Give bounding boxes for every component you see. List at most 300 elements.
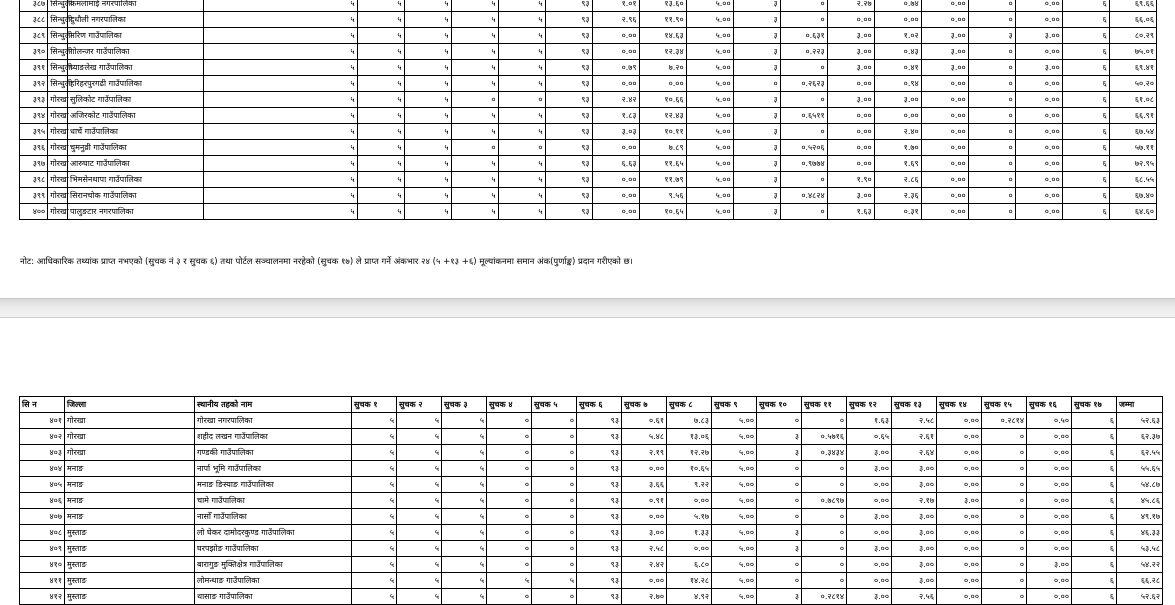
table-cell: ४११ [20,573,65,589]
table-cell: लोमन्थाङ गाउँपालिका [195,573,352,589]
table-cell: ९३ [545,188,592,204]
table-cell: ०.०० [1015,92,1062,108]
table-cell: ५ [442,413,487,429]
table-cell: २.४० [874,124,921,140]
table-row [20,493,1163,509]
table-cell: ०.०० [921,92,968,108]
table-cell: ० [757,557,802,573]
table-cell: ० [757,413,802,429]
table-cell: ०.०० [921,12,968,28]
table-cell: ५ [203,108,357,124]
table-cell: ५ [451,124,498,140]
table-cell: २.१७ [892,493,937,509]
table-cell: ०.०० [1015,76,1062,92]
ranking-table [19,396,1163,605]
table-cell: गोरखा [65,429,195,445]
table-cell: ८०.२९ [1109,28,1156,44]
table-cell: ५ [498,76,545,92]
table-cell: मुस्ताङ [65,541,195,557]
table-cell: ०.०० [1027,477,1072,493]
table-row [20,92,1157,108]
table-cell: ५ [451,12,498,28]
table-cell: थासाङ गाउँपालिका [195,589,352,605]
table-cell: ५ [357,172,404,188]
table-cell: ५ [397,477,442,493]
table-cell: ०.०० [847,573,892,589]
table-cell: ० [802,413,847,429]
table-cell: ७.८३ [667,413,712,429]
table-cell: गोरखा [48,140,68,156]
table-cell: नार्पा भूमि गाउँपालिका [195,461,352,477]
column-header: सुचक १६ [1027,397,1072,413]
table-row [20,557,1163,573]
table-cell: ६.८० [667,557,712,573]
table-cell: ९३ [577,461,622,477]
table-cell: शहीद लखन गाउँपालिका [195,429,352,445]
table-cell: ३.०० [847,509,892,525]
table-cell: ५ [498,156,545,172]
table-cell: ३ [733,0,780,12]
ranking-table-continued [19,0,1157,220]
table-cell: ५ [352,429,397,445]
table-cell: ३.०० [892,477,937,493]
table-cell: ९३ [545,108,592,124]
table-cell: ०.०० [847,477,892,493]
table-cell: ० [780,60,827,76]
table-row [20,429,1163,445]
table-cell: ०.०० [827,140,874,156]
table-cell: ०.६१ [622,413,667,429]
table-cell: ५ [404,156,451,172]
table-cell: गोलन्जर गाउँपालिका [68,44,204,60]
table-cell: सिन्धुली [48,12,68,28]
table-cell: ५.०० [686,156,733,172]
table-cell: धार्चे गाउँपालिका [68,124,204,140]
table-cell: ०.०० [1015,172,1062,188]
table-cell: ६.६३ [592,156,639,172]
document-page-2 [0,318,1175,605]
table-cell: ० [780,0,827,12]
table-cell: ९३ [545,76,592,92]
table-cell: ० [968,0,1015,12]
table-cell: २.३६ [874,188,921,204]
table-cell: बारागुङ मुक्तिक्षेत्र गाउँपालिका [195,557,352,573]
table-cell: ५ [357,60,404,76]
table-cell: ० [532,429,577,445]
table-cell: ०.०० [592,204,639,220]
table-cell: ०.७४ [874,0,921,12]
table-cell: ०.०० [937,573,982,589]
table-cell: ५ [397,573,442,589]
table-cell: ३.०० [1027,557,1072,573]
table-cell: ० [532,541,577,557]
table-cell: सिन्धुली [48,28,68,44]
table-cell: ३.०० [827,188,874,204]
table-cell: ५ [404,28,451,44]
table-cell: ०.९७७४ [780,156,827,172]
table-cell: ०.०० [667,541,712,557]
table-cell: ९३ [545,0,592,12]
table-cell: २.५६ [892,589,937,605]
table-cell: ३.०० [847,541,892,557]
table-cell: ३ [733,92,780,108]
column-header: सुचक ८ [667,397,712,413]
table-cell: ०.५२०६ [780,140,827,156]
table-cell: ५ [442,477,487,493]
table-cell: ५ [357,204,404,220]
table-cell: ६७.५४ [1109,124,1156,140]
table-cell: ०.०० [827,156,874,172]
table-body [20,0,1157,220]
table-cell: ३.०० [622,525,667,541]
table-cell: १.३३ [667,525,712,541]
table-row [20,413,1163,429]
table-cell: दुधौली नगरपालिका [68,12,204,28]
table-cell: ९३ [577,477,622,493]
table-row [20,477,1163,493]
table-cell: ९३ [545,12,592,28]
table-cell: १.०२ [874,28,921,44]
document-page-1 [0,0,1175,298]
table-cell: ३९५ [20,124,48,140]
column-header: सुचक ४ [487,397,532,413]
table-cell: ५ [498,12,545,28]
table-cell: ३ [733,172,780,188]
table-cell: ९३ [577,589,622,605]
table-cell: ५.४८ [622,429,667,445]
table-cell: ३ [733,124,780,140]
table-cell: ३.०० [1015,60,1062,76]
table-cell: ५ [203,0,357,12]
column-header: सुचक ९ [712,397,757,413]
table-cell: ५ [352,413,397,429]
table-cell: ०.०० [1027,461,1072,477]
table-cell: ३.०० [892,509,937,525]
table-cell: ३ [757,445,802,461]
table-cell: मुस्ताङ [65,557,195,573]
table-cell: ०.०० [937,589,982,605]
table-cell: ० [982,589,1027,605]
table-cell: ०.०० [937,557,982,573]
table-cell: ६ [1062,124,1109,140]
table-cell: ० [780,12,827,28]
table-cell: ६६.९१ [1109,108,1156,124]
table-cell: ७.८९ [639,140,686,156]
table-cell: ५ [352,589,397,605]
table-cell: ० [498,140,545,156]
table-cell: ० [487,461,532,477]
table-cell: ९३ [545,124,592,140]
table-cell: ०.०० [937,413,982,429]
table-cell: ५.०० [686,140,733,156]
column-header: सुचक १ [352,397,397,413]
table-cell: ५ [451,108,498,124]
table-cell: ५ [442,509,487,525]
table-cell: ०.०० [639,76,686,92]
table-row [20,60,1157,76]
table-cell: ५.०० [712,557,757,573]
table-cell: ०.०० [921,76,968,92]
table-cell: ९.२२ [667,477,712,493]
table-cell: ०.०० [827,124,874,140]
table-cell: ६ [1072,589,1117,605]
table-cell: ०.०० [1027,589,1072,605]
table-cell: ०.०० [937,509,982,525]
table-cell: ४५.८६ [1117,493,1163,509]
table-cell: ५ [498,204,545,220]
table-cell: ३८७ [20,0,48,12]
table-cell: ० [802,477,847,493]
column-header: सुचक १७ [1072,397,1117,413]
table-cell: ६ [1062,172,1109,188]
table-cell: ५ [352,573,397,589]
table-cell: १२.३४ [639,44,686,60]
table-cell: ११.६५ [639,156,686,172]
page-separator [0,298,1175,318]
table-cell: ३.०० [847,445,892,461]
table-cell: ६ [1062,76,1109,92]
table-cell: ३.०० [892,461,937,477]
table-cell: ० [757,493,802,509]
table-cell: ६ [1072,429,1117,445]
table-cell: ५२.६३ [1117,413,1163,429]
table-cell: ५.०० [686,28,733,44]
table-cell: ५ [404,0,451,12]
table-cell: ३.०० [874,92,921,108]
table-cell: ५०.२० [1109,76,1156,92]
table-cell: सिन्धुली [48,44,68,60]
table-cell: ६ [1072,557,1117,573]
table-cell: ५.०० [712,429,757,445]
table-cell: नासोँ गाउँपालिका [195,509,352,525]
table-cell: ३.०० [921,28,968,44]
table-cell: ५ [451,156,498,172]
table-cell: ४०४ [20,461,65,477]
table-cell: ० [982,509,1027,525]
table-cell: ९३ [545,92,592,108]
table-cell: ० [757,477,802,493]
table-cell: ० [968,44,1015,60]
table-cell: गोरखा [48,188,68,204]
table-cell: ० [968,60,1015,76]
table-cell: ६ [1072,509,1117,525]
table-cell: ६९.४१ [1109,60,1156,76]
table-cell: १.६९ [874,156,921,172]
table-cell: १३.६० [639,0,686,12]
table-cell: ९३ [577,413,622,429]
table-cell: १०.११ [639,124,686,140]
table-cell: ०.२८१४ [982,413,1027,429]
table-cell: २.४२ [622,557,667,573]
table-cell: ०.०० [1015,156,1062,172]
table-cell: ३.०० [827,28,874,44]
table-cell: १.७० [874,140,921,156]
table-cell: ० [451,140,498,156]
table-cell: ० [982,573,1027,589]
table-cell: ० [982,525,1027,541]
column-header: सुचक ३ [442,397,487,413]
table-cell: मुस्ताङ [65,589,195,605]
table-cell: ५४.२२ [1117,557,1163,573]
table-cell: ०.०० [874,108,921,124]
table-cell: ३९१ [20,60,48,76]
table-cell: ६ [1072,573,1117,589]
table-cell: ५ [404,188,451,204]
table-cell: ५ [397,525,442,541]
table-cell: ५ [357,0,404,12]
table-cell: ० [982,461,1027,477]
table-row [20,188,1157,204]
table-cell: कमलामाई नगरपालिका [68,0,204,12]
table-cell: ०.४३ [874,44,921,60]
table-cell: ५ [442,557,487,573]
table-cell: ३९८ [20,172,48,188]
table-cell: ५ [404,204,451,220]
table-cell: ९३ [545,172,592,188]
table-cell: ० [487,445,532,461]
table-row [20,573,1163,589]
table-cell: १३.०६ [667,429,712,445]
table-cell: ५ [357,44,404,60]
table-cell: ५.०० [686,44,733,60]
table-cell: ६४.६० [1109,204,1156,220]
table-cell: ० [487,493,532,509]
table-cell: ०.०० [622,509,667,525]
table-cell: ५ [357,108,404,124]
table-cell: मुस्ताङ [65,525,195,541]
table-cell: ०.०० [1015,204,1062,220]
table-cell: ०.०० [1027,509,1072,525]
table-cell: ५ [451,28,498,44]
table-cell: ० [968,204,1015,220]
table-cell: ५.०० [712,541,757,557]
table-cell: ४०५ [20,477,65,493]
table-cell: ० [532,525,577,541]
table-cell: ० [968,92,1015,108]
table-cell: ०.३१ [874,204,921,220]
table-cell: सिन्धुली [48,60,68,76]
table-cell: गण्डकी गाउँपालिका [195,445,352,461]
column-header: सुचक १३ [892,397,937,413]
table-cell: ०.०० [592,140,639,156]
table-cell: ३.०० [892,557,937,573]
table-cell: ४१० [20,557,65,573]
table-cell: ३.०० [827,60,874,76]
column-header: सुचक ५ [532,397,577,413]
table-cell: ० [802,509,847,525]
table-cell: ३ [757,541,802,557]
table-cell: ४१२ [20,589,65,605]
table-row [20,12,1157,28]
table-cell: ५.१७ [667,509,712,525]
table-cell: ० [532,493,577,509]
table-cell: ५ [498,44,545,60]
table-cell: ३ [733,140,780,156]
table-cell: ५ [404,108,451,124]
table-cell: ३.०० [827,44,874,60]
table-cell: ४०९ [20,541,65,557]
table-cell: ५ [203,92,357,108]
table-cell: ३.०० [937,493,982,509]
table-cell: ५.०० [686,124,733,140]
table-cell: मनाङ [65,509,195,525]
table-cell: ५२.६२ [1117,589,1163,605]
table-cell: ३.०० [921,60,968,76]
table-cell: ० [532,461,577,477]
table-cell: ०.०० [874,12,921,28]
table-cell: ६ [1062,204,1109,220]
table-cell: ५ [352,445,397,461]
table-cell: ६७.४० [1109,188,1156,204]
table-cell: ५.०० [712,573,757,589]
table-cell: ५.०० [712,477,757,493]
table-cell: ३ [733,108,780,124]
table-cell: ४०७ [20,509,65,525]
table-row [20,28,1157,44]
table-cell: ५३.५८ [1117,541,1163,557]
table-cell: ९३ [577,541,622,557]
table-cell: ३ [733,28,780,44]
table-cell: ०.०० [1015,140,1062,156]
table-cell: ३.०० [827,92,874,108]
table-cell: सिन्धुली [48,0,68,12]
column-header: सुचक ६ [577,397,622,413]
table-cell: सुलिकोट गाउँपालिका [68,92,204,108]
table-cell: ६१.०८ [1109,92,1156,108]
column-header: जिल्ला [65,397,195,413]
table-cell: ० [532,557,577,573]
table-row [20,589,1163,605]
table-cell: गोरखा [48,172,68,188]
table-cell: ९३ [545,28,592,44]
table-cell: ५ [404,172,451,188]
table-cell: ३९० [20,44,48,60]
table-cell: ५ [404,76,451,92]
table-row [20,541,1163,557]
table-cell: ३ [733,188,780,204]
table-cell: ५.०० [686,108,733,124]
table-cell: ०.९४ [874,76,921,92]
table-cell: ३९३ [20,92,48,108]
table-cell: ०.०० [1027,493,1072,509]
table-cell: ५.०० [686,188,733,204]
table-cell: ०.०० [921,172,968,188]
table-cell: ५.०० [712,525,757,541]
table-cell: ० [968,76,1015,92]
table-cell: ० [780,204,827,220]
table-cell: ९३ [545,60,592,76]
table-cell: १२.४३ [639,108,686,124]
column-header: सुचक १५ [982,397,1027,413]
table-cell: ५ [404,44,451,60]
table-cell: ०.५७१६ [802,429,847,445]
table-cell: ५.०० [712,493,757,509]
table-cell: ०.०० [1015,108,1062,124]
table-cell: ५ [397,509,442,525]
table-cell: ०.२८१४ [802,589,847,605]
table-cell: ५ [357,188,404,204]
table-cell: ३ [733,60,780,76]
table-cell: ०.०० [921,140,968,156]
table-cell: ५७.११ [1109,140,1156,156]
table-cell: ० [532,413,577,429]
table-cell: सिन्धुली [48,76,68,92]
table-cell: ०.०० [1015,124,1062,140]
table-cell: १.८३ [592,108,639,124]
table-cell: ६२.३७ [1117,429,1163,445]
table-cell: ५ [404,140,451,156]
table-cell: ४६.३३ [1117,525,1163,541]
